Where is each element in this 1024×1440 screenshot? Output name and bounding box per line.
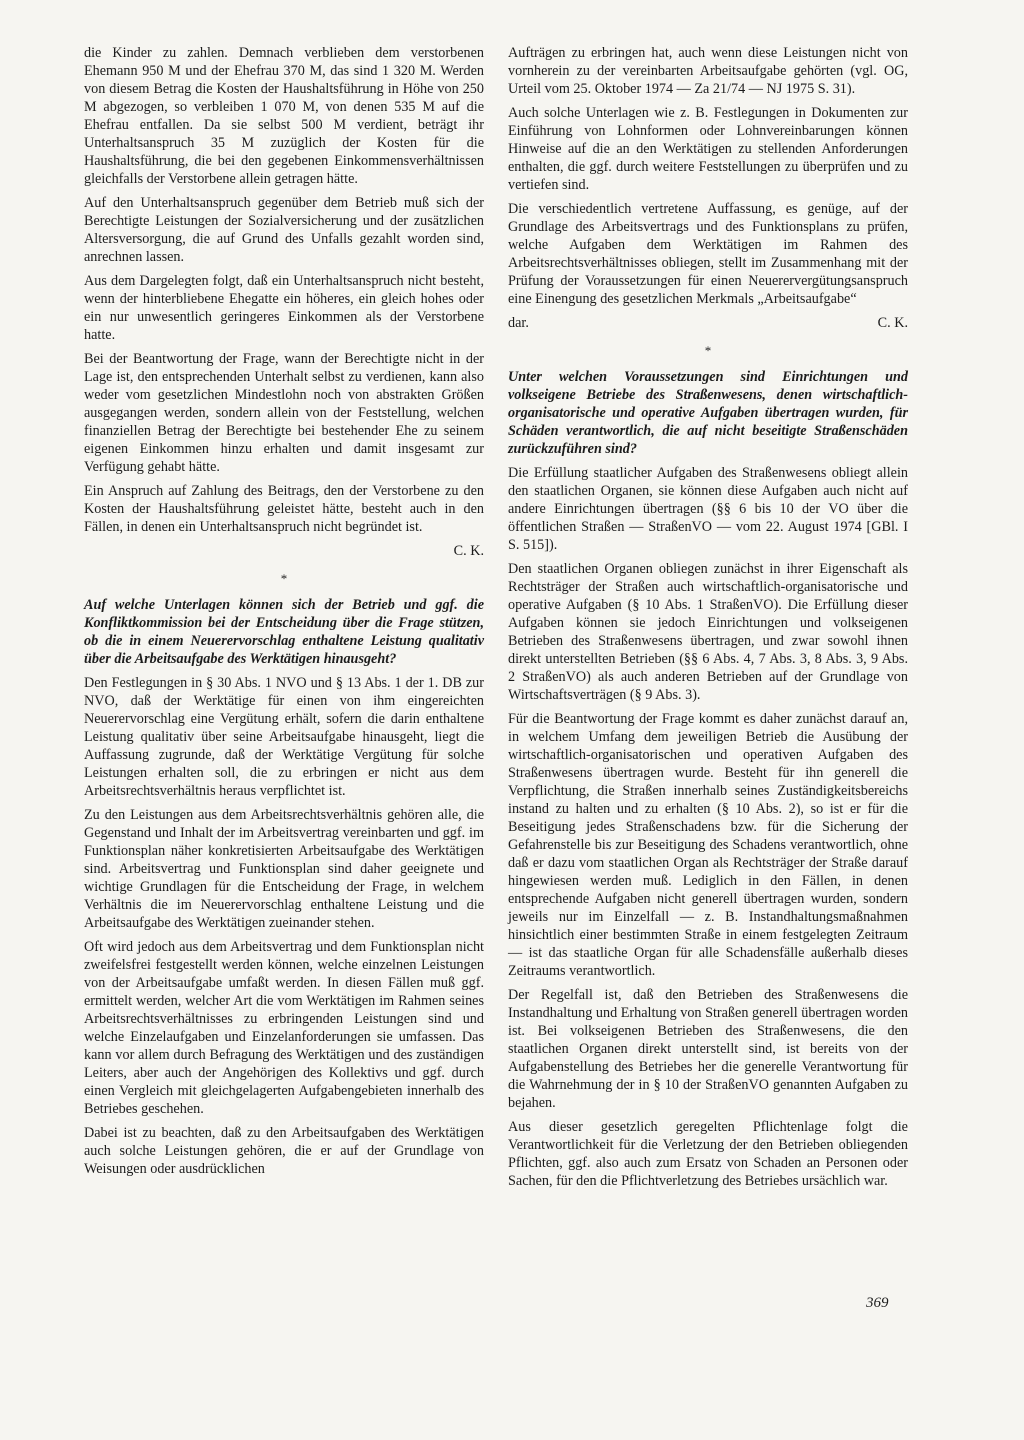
paragraph: Den Festlegungen in § 30 Abs. 1 NVO und § 13 Abs. 1 der 1. DB zur NVO, daß der Werktätige für einen von ihm eingereichten Neuerervorschlag eine Vergütung erhält, sofern die darin enthaltene Leistung qualitativ über seine Arbeitsaufgabe hinausgeht, liegt die Auffassung zugrunde, daß der Werktätige Vergütung für solche Leistungen erhalten soll, die zu erbringen er nicht aus dem Arbeitsrechtsverhältnis heraus verpflichtet ist. [84, 675, 484, 799]
page-number: 369 [866, 1295, 889, 1311]
author-signature: C. K. [877, 315, 908, 331]
paragraph: Bei der Beantwortung der Frage, wann der Berechtigte nicht in der Lage ist, den entsprechenden Unterhalt selbst zu verdienen, kann also weder vom gesetzlichen Mindestlohn noch von abstrakten Größen ausgegangen werden, sondern allein von der Feststellung, welchen finanziellen Betrag der Berechtigte bei bestehender Ehe zu seinem eigenen Einkommen hinzu erhalten und damit insgesamt zur Verfügung gehabt hätte. [84, 351, 484, 475]
left-column [84, 44, 484, 1184]
question-heading: Unter welchen Voraussetzungen sind Einrichtungen und volkseigene Betriebe des Straßenwesens, denen wirtschaftlich-organisatorische und operative Aufgaben übertragen wurden, für Schäden verantwortlich, die auf nicht beseitigte Straßenschäden zurückzuführen sind? [508, 369, 908, 457]
paragraph: Aus dieser gesetzlich geregelten Pflichtenlage folgt die Verantwortlichkeit für die Verletzung der den Betrieben obliegenden Pflichten, ggf. also auch zum Ersatz von Schaden an Personen oder Sachen, für den die Pflichtverletzung des Betriebes ursächlich war. [508, 1119, 908, 1189]
section-separator: * [704, 343, 712, 358]
paragraph: Dabei ist zu beachten, daß zu den Arbeitsaufgaben des Werktätigen auch solche Leistungen gehören, die er auf der Grundlage von Weisungen oder ausdrücklichen [84, 1125, 484, 1177]
paragraph: Die verschiedentlich vertretene Auffassung, es genüge, auf der Grundlage des Arbeitsvertrags und des Funktionsplans zu prüfen, welche Aufgaben dem Werktätigen im Rahmen des Arbeitsrechtsverhältnisses obliegen, stellt im Zusammenhang mit der Prüfung der Voraussetzungen für einen Neuerervergütungsanspruch eine Einengung des gesetzlichen Merkmals „Arbeitsaufgabe“ [508, 201, 908, 307]
question-heading: Auf welche Unterlagen können sich der Betrieb und ggf. die Konfliktkommission bei der Entscheidung über die Frage stützen, ob die in einem Neuerervorschlag enthaltene Leistung qualitativ über die Arbeitsaufgabe des Werktätigen hinausgeht? [84, 597, 484, 667]
author-signature: C. K. [453, 543, 484, 559]
paragraph: Oft wird jedoch aus dem Arbeitsvertrag und dem Funktionsplan nicht zweifelsfrei festgestellt werden können, welche einzelnen Leistungen von der Arbeitsaufgabe umfaßt werden. In diesen Fällen muß ggf. ermittelt werden, welcher Art die vom Werktätigen im Rahmen seines Arbeitsrechtsverhältnisses zu erbringenden Leistungen sind und welche Einzelaufgaben und Einzelanforderungen sie umfassen. Das kann vor allem durch Befragung des Werktätigen und des zuständigen Leiters, aber auch der Angehörigen des Kollektivs und ggf. durch einen Vergleich mit gleichgelagerten Aufgabengebieten innerhalb des Betriebes geschehen. [84, 939, 484, 1117]
paragraph: Zu den Leistungen aus dem Arbeitsrechtsverhältnis gehören alle, die Gegenstand und Inhalt der im Arbeitsvertrag vereinbarten und ggf. im Funktionsplan näher konkretisierten Arbeitsaufgabe des Werktätigen sind. Arbeitsvertrag und Funktionsplan sind daher geeignete und wichtige Grundlagen für die Entscheidung der Frage, in welchem Verhältnis die im Neuerervorschlag enthaltene Leistung und die Arbeitsaufgabe des Werktätigen zueinander stehen. [84, 807, 484, 931]
paragraph: Auch solche Unterlagen wie z. B. Festlegungen in Dokumenten zur Einführung von Lohnformen oder Lohnvereinbarungen können Hinweise auf die an den Werktätigen zu stellenden Anforderungen enthalten, die ggf. durch weitere Feststellungen zu überprüfen und zu vertiefen sind. [508, 105, 908, 193]
paragraph: Aufträgen zu erbringen hat, auch wenn diese Leistungen nicht von vornherein zu der vereinbarten Arbeitsaufgabe gehörten (vgl. OG, Urteil vom 25. Oktober 1974 — Za 21/74 — NJ 1975 S. 31). [508, 45, 908, 97]
paragraph: Ein Anspruch auf Zahlung des Beitrags, den der Verstorbene zu den Kosten der Haushaltsführung geleistet hätte, besteht auch in den Fällen, in denen ein Unterhaltsanspruch nicht begründet ist. [84, 483, 484, 535]
paragraph: Auf den Unterhaltsanspruch gegenüber dem Betrieb muß sich der Berechtigte Leistungen der Sozialversicherung und der zusätzlichen Altersversorgung, die auf Grund des Unfalls gezahlt worden sind, anrechnen lassen. [84, 195, 484, 265]
paragraph-last-line [508, 314, 908, 332]
paragraph: Aus dem Dargelegten folgt, daß ein Unterhaltsanspruch nicht besteht, wenn der hinterbliebene Ehegatte ein höheres, ein gleich hohes oder ein nur unwesentlich geringeres Einkommen als der Verstorbene hatte. [84, 273, 484, 343]
paragraph: die Kinder zu zahlen. Demnach verblieben dem verstorbenen Ehemann 950 M und der Ehefrau 370 M, das sind 1 320 M. Werden von diesem Betrag die Kosten der Haushaltsführung in Höhe von 250 M abgezogen, so verbleiben 1 070 M, von denen 535 M auf die Ehefrau entfallen. Da sie selbst 500 M verdient, beträgt ihr Unterhaltsanspruch 35 M zuzüglich der Kosten für die Haushaltsführung, die bei den gegebenen Einkommensverhältnissen gleichfalls der Verstorbene allein getragen hätte. [84, 45, 484, 187]
paragraph: Die Erfüllung staatlicher Aufgaben des Straßenwesens obliegt allein den staatlichen Organen, sie können diese Aufgaben auch nicht auf andere Einrichtungen übertragen (§§ 6 bis 10 der VO über die öffentlichen Straßen — StraßenVO — vom 22. August 1974 [GBl. I S. 515]). [508, 465, 908, 553]
paragraph: Für die Beantwortung der Frage kommt es daher zunächst darauf an, in welchem Umfang dem jeweiligen Betrieb die Ausübung der wirtschaftlich-organisatorischen und operativen Aufgaben des Straßenwesens übertragen wurde. Besteht für ihn generell die Verpflichtung, die Straßen innerhalb seines Zuständigkeitsbereichs instand zu halten und zu erhalten (§ 10 Abs. 2), so ist er für die Beseitigung jedes Straßenschadens bzw. für die Sicherung der Gefahrenstelle bis zur Beseitigung des Schadens verantwortlich, ohne daß er dazu vom staatlichen Organ als Rechtsträger der Straße darauf hingewiesen werden muß. Lediglich in den Fällen, in denen entsprechende Aufgaben nicht generell übertragen wurden, sondern jeweils nur im Einzelfall — z. B. Instandhaltungsmaßnahmen hinsichtlich einer bestimmten Straße in einem festgelegten Zeitraum — ist das staatliche Organ für alle Schadensfälle außerhalb dieses Zeitraums verantwortlich. [508, 711, 908, 979]
paragraph: Der Regelfall ist, daß den Betrieben des Straßenwesens die Instandhaltung und Erhaltung von Straßen generell übertragen worden ist. Bei volkseigenen Betrieben des Straßenwesens, die den staatlichen Organen direkt unterstellt sind, ist bereits von der Aufgabenstellung des Betriebes her die generelle Verantwortung für die Wahrnehmung der in § 10 der StraßenVO genannten Aufgaben zu bejahen. [508, 987, 908, 1111]
paragraph-end: dar. [508, 315, 529, 331]
section-separator: * [280, 571, 288, 586]
paragraph: Den staatlichen Organen obliegen zunächst in ihrer Eigenschaft als Rechtsträger der Straßen auch wirtschaftlich-organisatorische und operative Aufgaben (§ 10 Abs. 1 StraßenVO). Die Erfüllung dieser Aufgaben können sie jedoch Einrichtungen und volkseigenen Betrieben des Straßenwesens übertragen, und zwar sowohl ihnen direkt unterstellten Betrieben (§§ 6 Abs. 4, 7 Abs. 3, 8 Abs. 3, 9 Abs. 2 StraßenVO) als auch anderen Betrieben auf der Grundlage von Wirtschaftsverträgen (§ 9 Abs. 3). [508, 561, 908, 703]
right-column [508, 44, 908, 1196]
